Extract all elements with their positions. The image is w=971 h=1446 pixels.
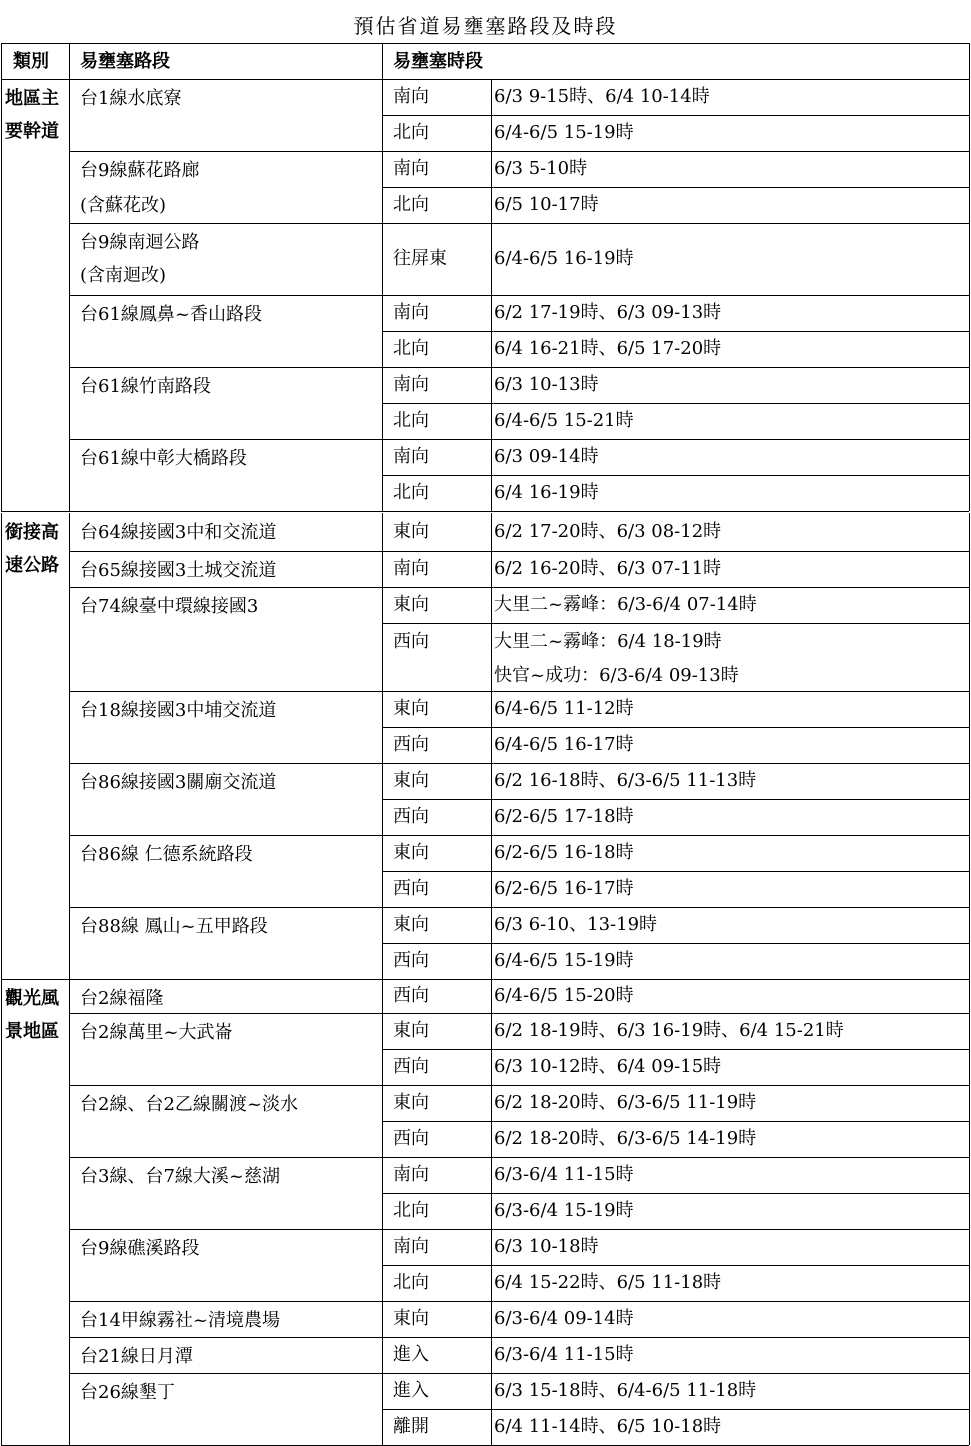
category-label: 速公路 bbox=[5, 555, 59, 576]
direction-label: 東向 bbox=[393, 594, 429, 615]
direction-label: 南向 bbox=[393, 558, 429, 579]
category-label: 景地區 bbox=[5, 1021, 59, 1042]
road-divider bbox=[69, 1157, 969, 1158]
row-divider bbox=[382, 475, 969, 476]
road-segment-name: 台2線福隆 bbox=[80, 988, 164, 1009]
direction-label: 西向 bbox=[393, 631, 429, 652]
table-border-left bbox=[1, 979, 2, 1445]
road-segment-name: 台9線蘇花路廊 bbox=[80, 160, 200, 181]
time-window: 6/4 16-19時 bbox=[494, 482, 599, 503]
column-divider bbox=[491, 1157, 492, 1229]
road-segment-name: 台65線接國3土城交流道 bbox=[80, 560, 277, 581]
table-border-right bbox=[969, 79, 970, 511]
time-window: 6/4-6/5 15-19時 bbox=[494, 950, 634, 971]
column-divider bbox=[491, 1229, 492, 1301]
time-window: 快官~成功：6/3-6/4 09-13時 bbox=[494, 665, 739, 686]
time-window: 6/2 17-20時、6/3 08-12時 bbox=[494, 521, 722, 542]
column-divider bbox=[491, 691, 492, 763]
direction-label: 南向 bbox=[393, 158, 429, 179]
road-divider bbox=[69, 551, 969, 552]
column-divider bbox=[491, 1301, 492, 1337]
column-divider bbox=[69, 979, 70, 1445]
road-segment-name: 台61線鳳鼻~香山路段 bbox=[80, 304, 262, 325]
row-divider bbox=[382, 1265, 969, 1266]
road-segment-name: 台86線接國3關廟交流道 bbox=[80, 772, 277, 793]
time-window: 6/3 10-12時、6/4 09-15時 bbox=[494, 1056, 722, 1077]
time-window: 6/3-6/4 11-15時 bbox=[494, 1164, 634, 1185]
column-divider bbox=[491, 367, 492, 439]
time-window: 6/2 16-20時、6/3 07-11時 bbox=[494, 558, 722, 579]
category-label: 觀光風 bbox=[5, 988, 59, 1009]
time-window: 6/4 11-14時、6/5 10-18時 bbox=[494, 1416, 722, 1437]
direction-label: 西向 bbox=[393, 878, 429, 899]
direction-label: 南向 bbox=[393, 446, 429, 467]
direction-label: 西向 bbox=[393, 806, 429, 827]
column-divider bbox=[491, 1013, 492, 1085]
road-divider bbox=[69, 1013, 969, 1014]
road-segment-name: 台64線接國3中和交流道 bbox=[80, 522, 277, 543]
header-times: 易壅塞時段 bbox=[393, 51, 483, 72]
road-segment-name: 台18線接國3中埔交流道 bbox=[80, 700, 277, 721]
row-divider bbox=[382, 1409, 969, 1410]
direction-label: 東向 bbox=[393, 1308, 429, 1329]
road-segment-name: 台9線礁溪路段 bbox=[80, 1238, 200, 1259]
direction-label: 南向 bbox=[393, 302, 429, 323]
time-window: 6/4-6/5 15-21時 bbox=[494, 410, 634, 431]
direction-label: 東向 bbox=[393, 698, 429, 719]
column-divider bbox=[491, 1085, 492, 1157]
direction-label: 南向 bbox=[393, 374, 429, 395]
road-divider bbox=[69, 367, 969, 368]
time-window: 6/3-6/4 09-14時 bbox=[494, 1308, 634, 1329]
header-category: 類別 bbox=[13, 51, 49, 72]
time-window: 6/2-6/5 16-18時 bbox=[494, 842, 634, 863]
table-border-right bbox=[969, 43, 970, 79]
table-border-left bbox=[1, 43, 2, 79]
direction-label: 東向 bbox=[393, 521, 429, 542]
time-window: 6/4-6/5 15-20時 bbox=[494, 985, 634, 1006]
time-window: 6/2 16-18時、6/3-6/5 11-13時 bbox=[494, 770, 757, 791]
direction-label: 北向 bbox=[393, 122, 429, 143]
row-divider bbox=[382, 187, 969, 188]
direction-label: 進入 bbox=[393, 1344, 429, 1365]
direction-label: 東向 bbox=[393, 1020, 429, 1041]
road-divider bbox=[69, 691, 969, 692]
time-window: 6/3 09-14時 bbox=[494, 446, 599, 467]
column-divider bbox=[382, 979, 383, 1445]
time-window: 6/3 6-10、13-19時 bbox=[494, 914, 658, 935]
row-divider bbox=[382, 799, 969, 800]
time-window: 大里二~霧峰：6/4 18-19時 bbox=[494, 631, 722, 652]
road-divider bbox=[69, 1085, 969, 1086]
time-window: 6/3 9-15時、6/4 10-14時 bbox=[494, 86, 710, 107]
row-divider bbox=[382, 623, 969, 624]
road-segment-name: 台3線、台7線大溪~慈湖 bbox=[80, 1166, 280, 1187]
direction-label: 北向 bbox=[393, 1200, 429, 1221]
column-divider bbox=[491, 151, 492, 223]
direction-label: 南向 bbox=[393, 1236, 429, 1257]
column-divider bbox=[382, 43, 383, 79]
row-divider bbox=[382, 943, 969, 944]
direction-label: 進入 bbox=[393, 1380, 429, 1401]
time-window: 6/4-6/5 11-12時 bbox=[494, 698, 634, 719]
category-label: 要幹道 bbox=[5, 121, 59, 142]
column-divider bbox=[491, 295, 492, 367]
group-divider bbox=[1, 511, 969, 512]
road-segment-name: (含蘇花改) bbox=[80, 195, 167, 216]
group-divider bbox=[1, 979, 969, 980]
road-segment-name: 台1線水底寮 bbox=[80, 88, 182, 109]
road-segment-name: 台14甲線霧社~清境農場 bbox=[80, 1310, 280, 1331]
column-divider bbox=[69, 43, 70, 79]
time-window: 6/2-6/5 17-18時 bbox=[494, 806, 634, 827]
row-divider bbox=[382, 1049, 969, 1050]
time-window: 6/4-6/5 15-19時 bbox=[494, 122, 634, 143]
table-border-left bbox=[1, 79, 2, 511]
direction-label: 離開 bbox=[393, 1416, 429, 1437]
time-window: 6/3 10-13時 bbox=[494, 374, 599, 395]
road-divider bbox=[69, 1301, 969, 1302]
road-segment-name: 台26線墾丁 bbox=[80, 1382, 175, 1403]
row-divider bbox=[382, 115, 969, 116]
time-window: 大里二~霧峰：6/3-6/4 07-14時 bbox=[494, 594, 757, 615]
road-divider bbox=[69, 295, 969, 296]
column-divider bbox=[491, 763, 492, 835]
column-divider bbox=[491, 439, 492, 511]
row-divider bbox=[382, 871, 969, 872]
time-window: 6/3-6/4 15-19時 bbox=[494, 1200, 634, 1221]
table-border-top bbox=[1, 43, 969, 44]
direction-label: 東向 bbox=[393, 1092, 429, 1113]
column-divider bbox=[491, 979, 492, 1013]
row-divider bbox=[382, 1193, 969, 1194]
column-divider bbox=[69, 513, 70, 979]
road-segment-name: 台61線中彰大橋路段 bbox=[80, 448, 247, 469]
direction-label: 西向 bbox=[393, 1056, 429, 1077]
direction-label: 西向 bbox=[393, 734, 429, 755]
road-divider bbox=[69, 151, 969, 152]
header-segment: 易壅塞路段 bbox=[80, 51, 170, 72]
road-divider bbox=[69, 1337, 969, 1338]
time-window: 6/4 16-21時、6/5 17-20時 bbox=[494, 338, 722, 359]
road-divider bbox=[69, 907, 969, 908]
direction-label: 北向 bbox=[393, 1272, 429, 1293]
column-divider bbox=[491, 513, 492, 551]
direction-label: 北向 bbox=[393, 410, 429, 431]
direction-label: 東向 bbox=[393, 842, 429, 863]
column-divider bbox=[382, 513, 383, 979]
column-divider bbox=[491, 551, 492, 587]
category-label: 銜接高 bbox=[5, 522, 59, 543]
row-divider bbox=[382, 331, 969, 332]
time-window: 6/4-6/5 16-17時 bbox=[494, 734, 634, 755]
time-window: 6/2 18-20時、6/3-6/5 14-19時 bbox=[494, 1128, 757, 1149]
road-segment-name: 台21線日月潭 bbox=[80, 1346, 193, 1367]
road-segment-name: 台61線竹南路段 bbox=[80, 376, 211, 397]
direction-label: 西向 bbox=[393, 950, 429, 971]
column-divider bbox=[491, 1337, 492, 1373]
road-divider bbox=[69, 763, 969, 764]
road-segment-name: 台2線、台2乙線關渡~淡水 bbox=[80, 1094, 298, 1115]
column-divider bbox=[491, 835, 492, 907]
time-window: 6/3 15-18時、6/4-6/5 11-18時 bbox=[494, 1380, 757, 1401]
row-divider bbox=[382, 1121, 969, 1122]
direction-label: 北向 bbox=[393, 194, 429, 215]
column-divider bbox=[382, 79, 383, 511]
road-divider bbox=[69, 1373, 969, 1374]
time-window: 6/3-6/4 11-15時 bbox=[494, 1344, 634, 1365]
time-window: 6/2 17-19時、6/3 09-13時 bbox=[494, 302, 722, 323]
header-divider bbox=[1, 79, 969, 80]
direction-label: 西向 bbox=[393, 985, 429, 1006]
direction-label: 南向 bbox=[393, 1164, 429, 1185]
table-border-right bbox=[969, 513, 970, 979]
time-window: 6/4-6/5 16-19時 bbox=[494, 248, 634, 269]
column-divider bbox=[491, 79, 492, 151]
column-divider bbox=[491, 907, 492, 979]
column-divider bbox=[491, 587, 492, 691]
time-window: 6/3 10-18時 bbox=[494, 1236, 599, 1257]
road-segment-name: 台86線 仁德系統路段 bbox=[80, 844, 253, 865]
page-title: 預估省道易壅塞路段及時段 bbox=[353, 14, 618, 38]
road-segment-name: 台88線 鳳山~五甲路段 bbox=[80, 916, 268, 937]
column-divider bbox=[491, 1373, 492, 1445]
road-divider bbox=[69, 1229, 969, 1230]
direction-label: 西向 bbox=[393, 1128, 429, 1149]
direction-label: 東向 bbox=[393, 914, 429, 935]
time-window: 6/5 10-17時 bbox=[494, 194, 599, 215]
road-segment-name: 台74線臺中環線接國3 bbox=[80, 596, 259, 617]
road-segment-name: 台2線萬里~大武崙 bbox=[80, 1022, 233, 1043]
direction-label: 北向 bbox=[393, 482, 429, 503]
direction-label: 東向 bbox=[393, 770, 429, 791]
road-divider bbox=[69, 223, 969, 224]
road-segment-name: (含南迴改) bbox=[80, 265, 167, 286]
road-divider bbox=[69, 587, 969, 588]
time-window: 6/2 18-20時、6/3-6/5 11-19時 bbox=[494, 1092, 757, 1113]
time-window: 6/2-6/5 16-17時 bbox=[494, 878, 634, 899]
time-window: 6/4 15-22時、6/5 11-18時 bbox=[494, 1272, 722, 1293]
row-divider bbox=[382, 403, 969, 404]
table-border-left bbox=[1, 513, 2, 979]
time-window: 6/3 5-10時 bbox=[494, 158, 588, 179]
road-divider bbox=[69, 439, 969, 440]
time-window: 6/2 18-19時、6/3 16-19時、6/4 15-21時 bbox=[494, 1020, 844, 1041]
row-divider bbox=[382, 727, 969, 728]
column-divider bbox=[69, 79, 70, 511]
road-divider bbox=[69, 835, 969, 836]
column-divider bbox=[491, 223, 492, 295]
direction-label: 南向 bbox=[393, 86, 429, 107]
direction-label: 北向 bbox=[393, 338, 429, 359]
category-label: 地區主 bbox=[5, 88, 59, 109]
direction-label: 往屏東 bbox=[393, 248, 447, 269]
table-border-right bbox=[969, 979, 970, 1445]
road-segment-name: 台9線南迴公路 bbox=[80, 232, 200, 253]
